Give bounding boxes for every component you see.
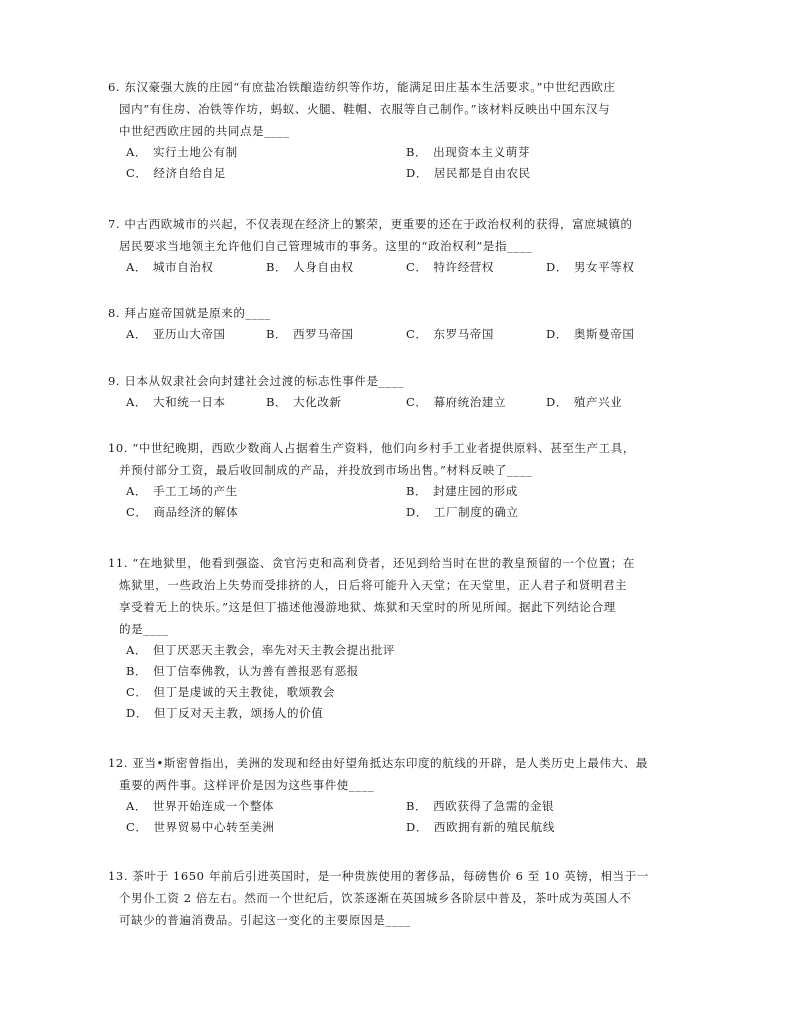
option-text: 手工工场的产生 (153, 484, 238, 498)
question-text-line: 10. “中世纪晚期，西欧少数商人占据着生产资料，他们向乡村手工业者提供原料、甚至生产工具， (108, 441, 635, 455)
option-label: D． (546, 327, 568, 341)
option-text: 亚历山大帝国 (153, 327, 226, 341)
option-label: A． (126, 145, 148, 159)
option-text: 西欧拥有新的殖民航线 (433, 820, 555, 834)
option-b[interactable] (126, 661, 359, 682)
option-label: D． (126, 706, 148, 720)
option-label: D． (406, 820, 428, 834)
option-a[interactable] (126, 796, 274, 817)
question-text-line: 13. 茶叶于 1650 年前后引进英国时，是一种贵族使用的奢侈品，每磅售价 6 至 10 英镑，相当于一 (108, 869, 649, 883)
option-text: 但丁信奉佛教，认为善有善报恶有恶报 (153, 664, 359, 678)
question-text-line: 9. 日本从奴隶社会向封建社会过渡的标志性事件是____ (108, 374, 404, 388)
question-text-line: 的是____ (119, 622, 169, 636)
question-text-line: 炼狱里，一些政治上失势而受排挤的人，日后将可能升入天堂；在天堂里，正人君子和贤明君主 (119, 578, 628, 592)
option-text: 幕府统治建立 (433, 395, 507, 409)
option-row (108, 481, 708, 502)
option-text: 封建庄园的形成 (433, 484, 518, 498)
option-text: 商品经济的解体 (153, 505, 239, 519)
question-text-line: 8. 拜占庭帝国就是原来的____ (108, 306, 271, 320)
option-label: A． (126, 395, 148, 409)
option-label: C． (406, 327, 428, 341)
option-c[interactable] (126, 163, 226, 184)
option-row (108, 502, 708, 523)
question-text-line: 7. 中古西欧城市的兴起，不仅表现在经济上的繁荣，更重要的还在于政治权利的获得，富庶城镇的 (108, 217, 633, 231)
option-a[interactable] (126, 142, 238, 163)
option-c[interactable] (126, 502, 238, 523)
question-text-line: 居民要求当地领主允许他们自己管理城市的事务。这里的“政治权利”是指____ (119, 239, 533, 253)
option-label: B． (406, 145, 428, 159)
option-label: C． (126, 685, 148, 699)
option-text: 大和统一日本 (153, 395, 226, 409)
option-b[interactable] (406, 142, 530, 163)
question-text-line: 11. “在地狱里，他看到强盗、贪官污吏和高利贷者，还见到给当时在世的教皇预留的一个位置；在 (108, 556, 635, 570)
option-text: 人身自由权 (293, 260, 354, 274)
option-text: 但丁反对天主教，颂扬人的价值 (153, 706, 324, 720)
option-d[interactable] (406, 502, 519, 523)
option-d[interactable] (406, 163, 531, 184)
question-8 (108, 302, 708, 345)
option-text: 实行土地公有制 (153, 145, 238, 159)
option-text: 经济自给自足 (153, 166, 227, 180)
option-row (108, 324, 708, 345)
option-text: 工厂制度的确立 (433, 505, 519, 519)
option-c[interactable] (406, 257, 494, 278)
option-text: 世界贸易中心转至美洲 (153, 820, 275, 834)
option-a[interactable] (126, 640, 395, 661)
question-text-line: 个男仆工资 2 倍左右。然而一个世纪后，饮茶逐渐在英国城乡各阶层中普及，茶叶成为英国人不 (119, 891, 632, 905)
option-text: 出现资本主义萌芽 (433, 145, 530, 159)
option-d[interactable] (546, 392, 622, 413)
option-text: 东罗马帝国 (433, 327, 494, 341)
option-row (108, 817, 708, 838)
question-text-line: 6. 东汉豪强大族的庄园“有庶盐冶铁酿造纺织等作坊，能满足田庄基本生活要求。”中世纪西欧庄 (108, 80, 616, 94)
question-text-line: 享受着无上的快乐。”这是但丁描述他漫游地狱、炼狱和天堂时的所见所闻。据此下列结论合理 (119, 600, 616, 614)
option-row (108, 796, 708, 817)
option-b[interactable] (406, 481, 518, 502)
option-text: 西欧获得了急需的金银 (433, 799, 555, 813)
option-text: 西罗马帝国 (293, 327, 354, 341)
option-row (108, 257, 708, 278)
question-text-line: 并预付部分工资，最后收回制成的产品，并投放到市场出售。”材料反映了____ (119, 463, 533, 477)
option-label: B． (266, 327, 288, 341)
question-text-line: 12. 亚当•斯密曾指出，美洲的发现和经由好望角抵达东印度的航线的开辟，是人类历史上最伟大、最 (108, 756, 648, 770)
question-11 (108, 552, 708, 724)
option-text: 奥斯曼帝国 (573, 327, 635, 341)
option-c[interactable] (126, 817, 275, 838)
question-text-line: 园内“有住房、冶铁等作坊，蚂蚁、火腿、鞋帽、衣服等自己制作。”该材料反映出中国东汉与 (119, 102, 611, 116)
option-label: B． (126, 664, 148, 678)
option-a[interactable] (126, 324, 226, 345)
option-text: 但丁厌恶天主教会，率先对天主教会提出批评 (153, 643, 396, 657)
option-label: A． (126, 643, 148, 657)
question-text-line: 中世纪西欧庄园的共同点是____ (119, 124, 290, 138)
option-label: A． (126, 327, 148, 341)
option-text: 特许经营权 (433, 260, 494, 274)
option-a[interactable] (126, 392, 226, 413)
option-label: C． (126, 820, 148, 834)
option-label: B． (266, 260, 288, 274)
option-row (108, 640, 708, 661)
option-b[interactable] (406, 796, 554, 817)
option-text: 居民都是自由农民 (433, 166, 531, 180)
option-text: 城市自治权 (153, 260, 214, 274)
option-d[interactable] (546, 324, 634, 345)
option-a[interactable] (126, 481, 238, 502)
option-a[interactable] (126, 257, 214, 278)
option-d[interactable] (126, 703, 323, 724)
option-text: 大化改新 (293, 395, 342, 409)
question-9 (108, 370, 708, 413)
option-row (108, 163, 708, 184)
option-label: C． (406, 260, 428, 274)
option-label: B． (266, 395, 288, 409)
option-label: D． (406, 505, 428, 519)
question-text-line: 可缺少的普遍消费品。引起这一变化的主要原因是____ (119, 913, 411, 927)
option-label: B． (406, 484, 428, 498)
option-label: D． (546, 260, 568, 274)
question-12 (108, 752, 708, 838)
option-b[interactable] (266, 324, 354, 345)
option-label: D． (546, 395, 568, 409)
option-b[interactable] (266, 392, 342, 413)
option-row (108, 682, 708, 703)
option-label: C． (126, 505, 148, 519)
option-label: A． (126, 799, 148, 813)
option-c[interactable] (406, 324, 494, 345)
question-10 (108, 437, 708, 523)
option-d[interactable] (546, 257, 634, 278)
question-7 (108, 213, 708, 278)
question-6 (108, 76, 708, 184)
option-label: A． (126, 484, 148, 498)
option-c[interactable] (406, 392, 506, 413)
option-row (108, 392, 708, 413)
option-label: A． (126, 260, 148, 274)
option-b[interactable] (266, 257, 354, 278)
question-13 (108, 865, 708, 931)
option-row (108, 142, 708, 163)
question-text-line: 重要的两件事。这样评价是因为这些事件使____ (119, 778, 375, 792)
option-label: C． (126, 166, 148, 180)
option-text: 男女平等权 (573, 260, 635, 274)
option-label: C． (406, 395, 428, 409)
option-c[interactable] (126, 682, 335, 703)
option-label: B． (406, 799, 428, 813)
option-row (108, 661, 708, 682)
option-text: 但丁是虔诚的天主教徒，歌颂教会 (153, 685, 335, 699)
option-d[interactable] (406, 817, 555, 838)
option-text: 世界开始连成一个整体 (153, 799, 275, 813)
option-row (108, 703, 708, 724)
option-label: D． (406, 166, 428, 180)
option-text: 殖产兴业 (573, 395, 623, 409)
